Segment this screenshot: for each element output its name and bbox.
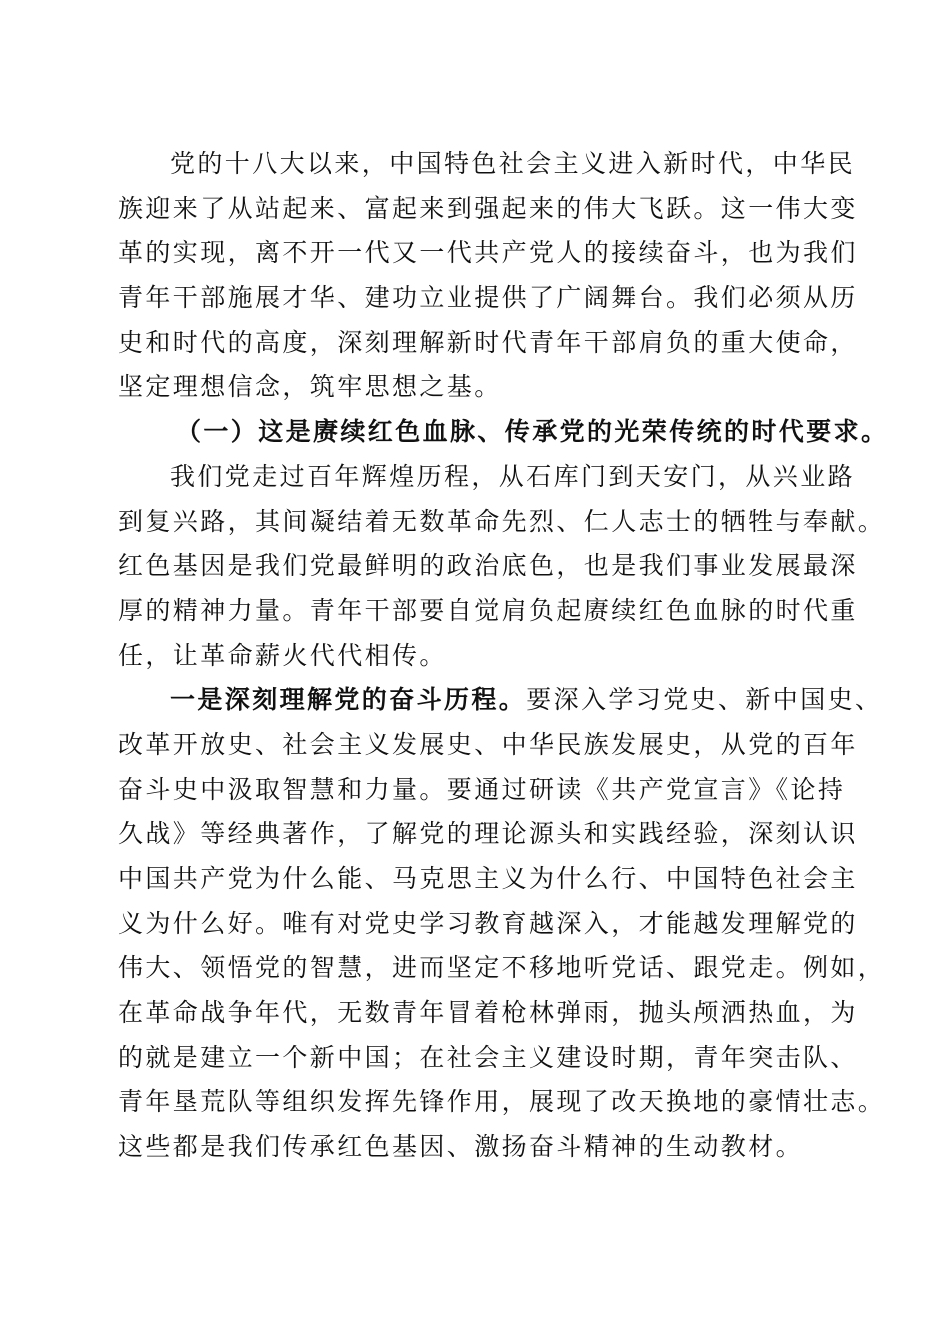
paragraph-lead: 一是深刻理解党的奋斗历程。 (170, 685, 527, 715)
paragraph-line: 在革命战争年代，无数青年冒着枪林弹雨，抛头颅洒热血，为 (118, 998, 858, 1028)
paragraph-line: 奋斗史中汲取智慧和力量。要通过研读《共产党宣言》《论持 (118, 774, 846, 804)
section-heading: （一）这是赓续红色血脉、传承党的光荣传统的时代要求。 (176, 417, 889, 447)
paragraph-line: 革的实现，离不开一代又一代共产党人的接续奋斗，也为我们 (118, 238, 858, 268)
paragraph-line: 坚定理想信念，筑牢思想之基。 (118, 372, 502, 402)
paragraph-line: 任，让革命薪火代代相传。 (118, 640, 447, 670)
paragraph-line: 的就是建立一个新中国；在社会主义建设时期，青年突击队、 (118, 1042, 858, 1072)
paragraph-line: 我们党走过百年辉煌历程，从石库门到天安门，从兴业路 (170, 461, 856, 491)
paragraph-line: 到复兴路，其间凝结着无数革命先烈、仁人志士的牺牲与奉献。 (118, 506, 886, 536)
paragraph-line: 史和时代的高度，深刻理解新时代青年干部肩负的重大使命， (118, 327, 858, 357)
paragraph-text: 要深入学习党史、新中国史、 (526, 685, 883, 715)
document-body (118, 142, 889, 1170)
paragraph-line: 青年垦荒队等组织发挥先锋作用，展现了改天换地的豪情壮志。 (118, 1087, 886, 1117)
paragraph-line: 改革开放史、社会主义发展史、中华民族发展史，从党的百年 (118, 729, 858, 759)
paragraph-line: 青年干部施展才华、建功立业提供了广阔舞台。我们必须从历 (118, 283, 858, 313)
paragraph-line: 久战》等经典著作，了解党的理论源头和实践经验，深刻认识 (118, 819, 858, 849)
paragraph-line (118, 678, 883, 723)
paragraph-line: 伟大、领悟党的智慧，进而坚定不移地听党话、跟党走。例如， (118, 953, 886, 983)
paragraph-line: 族迎来了从站起来、富起来到强起来的伟大飞跃。这一伟大变 (118, 193, 858, 223)
paragraph-line: 这些都是我们传承红色基因、激扬奋斗精神的生动教材。 (118, 1132, 804, 1162)
paragraph-line: 红色基因是我们党最鲜明的政治底色，也是我们事业发展最深 (118, 551, 858, 581)
paragraph-line: 义为什么好。唯有对党史学习教育越深入，才能越发理解党的 (118, 908, 858, 938)
paragraph-line: 厚的精神力量。青年干部要自觉肩负起赓续红色血脉的时代重 (118, 595, 858, 625)
paragraph-line: 中国共产党为什么能、马克思主义为什么行、中国特色社会主 (118, 864, 858, 893)
paragraph-line: 党的十八大以来，中国特色社会主义进入新时代，中华民 (170, 149, 856, 178)
